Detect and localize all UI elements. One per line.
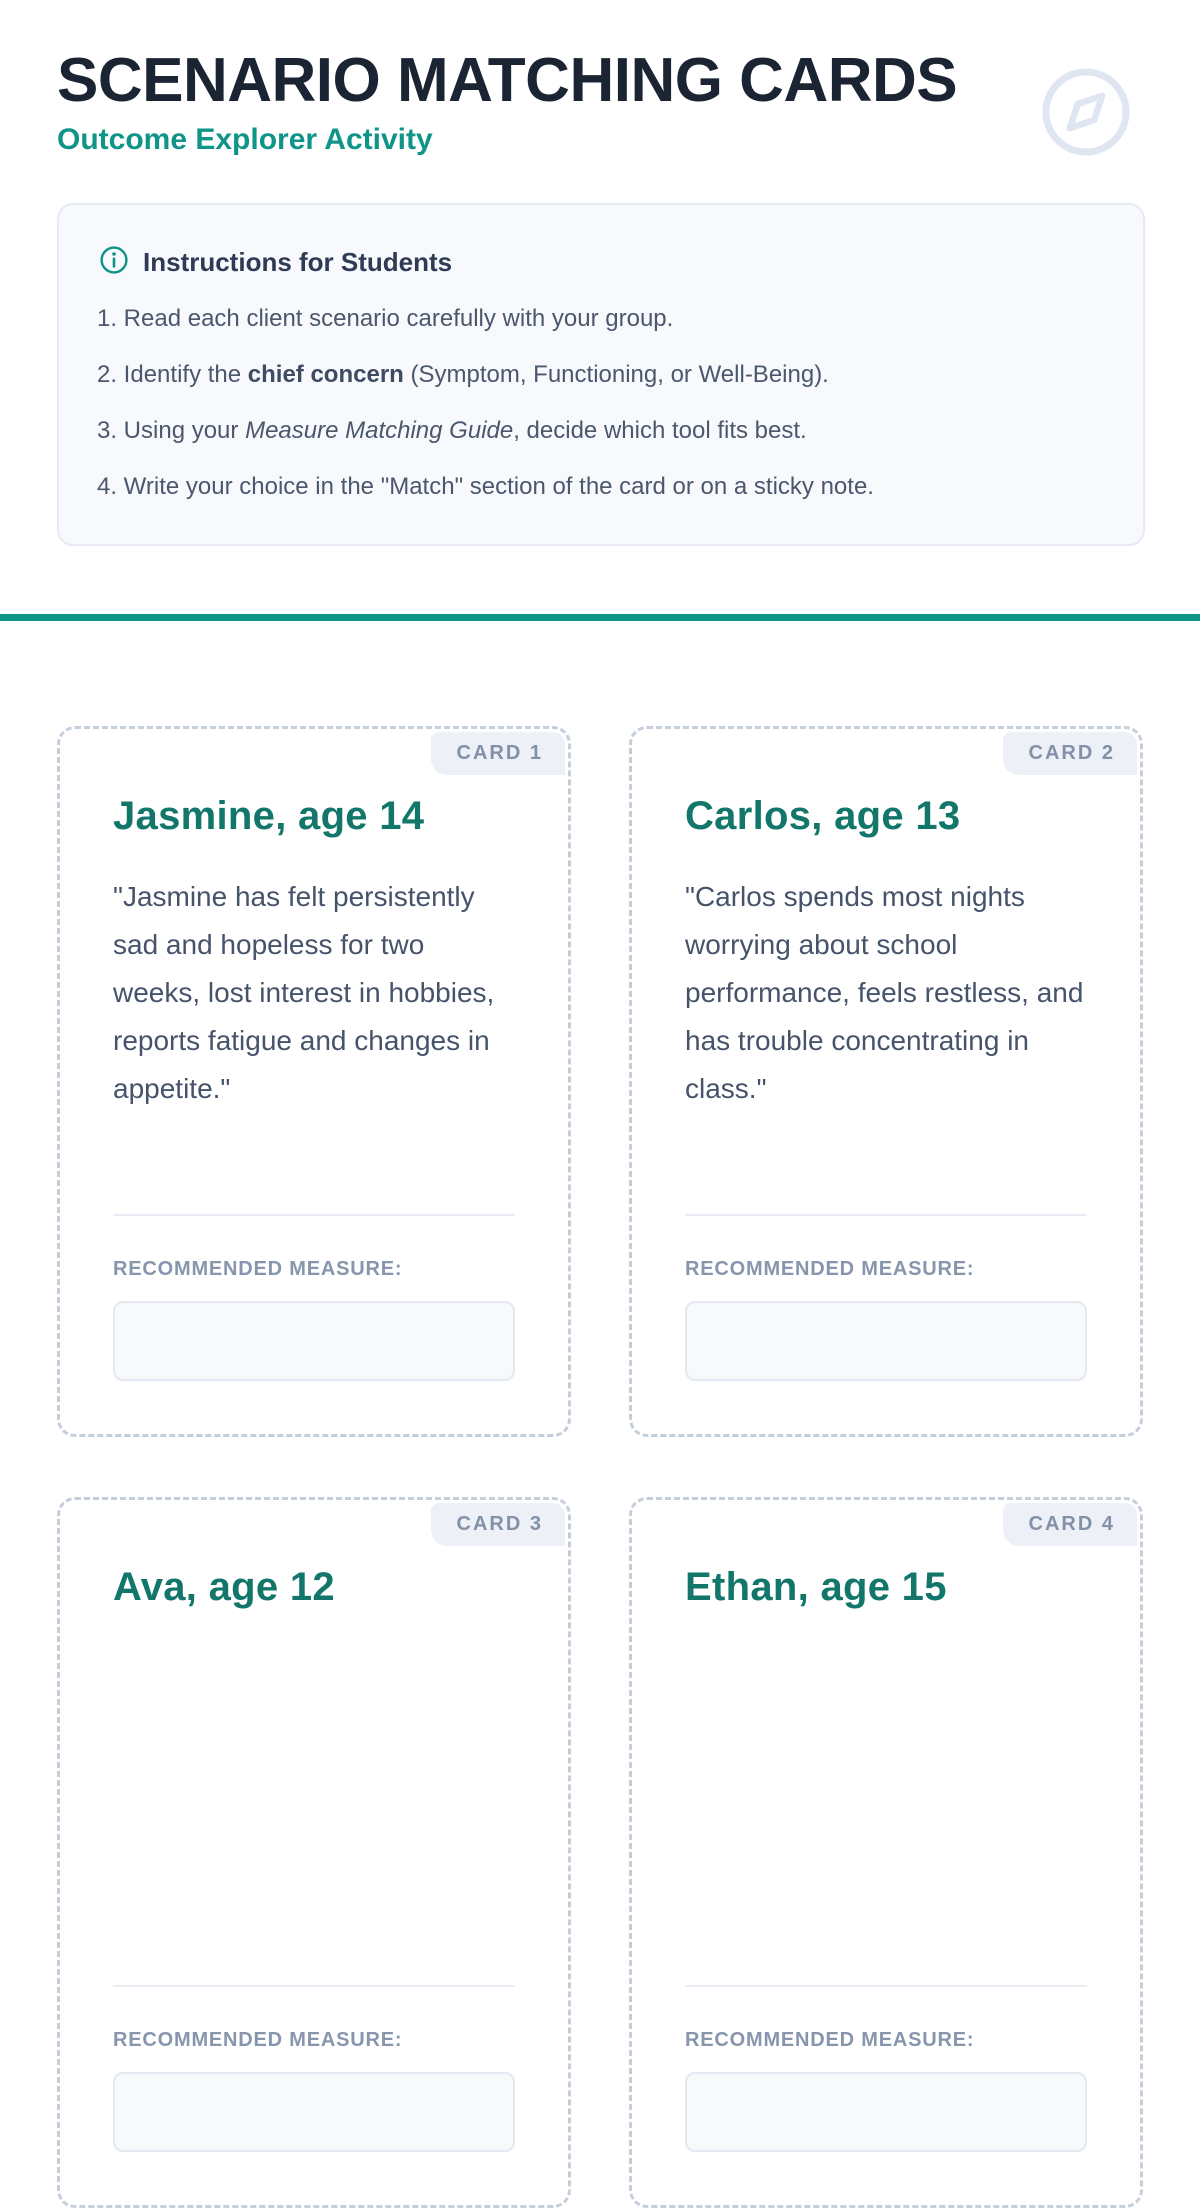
measure-answer-box[interactable] (113, 2072, 515, 2152)
card-client-name: Carlos, age 13 (685, 793, 961, 838)
recommended-measure-label: RECOMMENDED MEASURE: (113, 1257, 403, 1280)
card-number-badge: CARD 2 (1003, 732, 1137, 775)
instructions-header (99, 245, 1103, 280)
measure-answer-box[interactable] (685, 2072, 1087, 2152)
card-number-badge: CARD 4 (1003, 1503, 1137, 1546)
card-scenario-text: "Carlos spends most nights worrying about school performance, feels restless, and has trouble concentrating in class." (685, 880, 1084, 1104)
card-answer-section (685, 1985, 1087, 2152)
card-client-name: Ethan, age 15 (685, 1564, 947, 1609)
recommended-measure-label: RECOMMENDED MEASURE: (685, 2028, 975, 2051)
instruction-item-2 (97, 362, 1103, 388)
instructions-heading: Instructions for Students (143, 246, 453, 277)
instruction-item-1 (97, 306, 1103, 332)
instruction-text: , decide which tool fits best. (513, 416, 807, 444)
measure-answer-box[interactable] (685, 1301, 1087, 1381)
scenario-cards-grid (57, 726, 1143, 2208)
card-number-badge: CARD 1 (431, 732, 565, 775)
card-number-badge: CARD 3 (431, 1503, 565, 1546)
instruction-text: 4. Write your choice in the "Match" section of the card or on a sticky note. (97, 472, 874, 500)
instruction-text: (Symptom, Functioning, or Well-Being). (403, 360, 829, 388)
instruction-text: 2. Identify the (97, 360, 248, 388)
info-circle-icon (99, 245, 129, 280)
card-divider (685, 1985, 1087, 1987)
instruction-item-4 (97, 474, 1103, 500)
scenario-card-2 (629, 726, 1143, 1437)
instruction-text: 1. Read each client scenario carefully with your group. (97, 304, 674, 332)
instructions-panel (57, 203, 1145, 546)
scenario-card-1 (57, 726, 571, 1437)
card-divider (113, 1985, 515, 1987)
scenario-card-4 (629, 1497, 1143, 2208)
instruction-bold-text: chief concern (247, 360, 404, 388)
instruction-item-3 (97, 418, 1103, 444)
scenario-card-3 (57, 1497, 571, 2208)
card-answer-section (685, 1214, 1087, 1381)
measure-answer-box[interactable] (113, 1301, 515, 1381)
card-client-name: Ava, age 12 (113, 1564, 335, 1609)
card-answer-section (113, 1985, 515, 2152)
card-scenario-text: "Jasmine has felt persistently sad and hopeless for two weeks, lost interest in hobbies, reports fatigue and changes in appetite." (113, 880, 495, 1104)
recommended-measure-label: RECOMMENDED MEASURE: (685, 1257, 975, 1280)
page-header (0, 0, 1200, 157)
section-divider (0, 614, 1200, 621)
page-title: SCENARIO MATCHING CARDS (57, 46, 958, 115)
instruction-italic-text: Measure Matching Guide (245, 416, 514, 444)
instruction-text: 3. Using your (97, 416, 246, 444)
recommended-measure-label: RECOMMENDED MEASURE: (113, 2028, 403, 2051)
card-divider (113, 1214, 515, 1216)
compass-icon (1040, 66, 1132, 158)
card-divider (685, 1214, 1087, 1216)
page-subtitle: Outcome Explorer Activity (57, 122, 433, 156)
card-client-name: Jasmine, age 14 (113, 793, 425, 838)
card-answer-section (113, 1214, 515, 1381)
